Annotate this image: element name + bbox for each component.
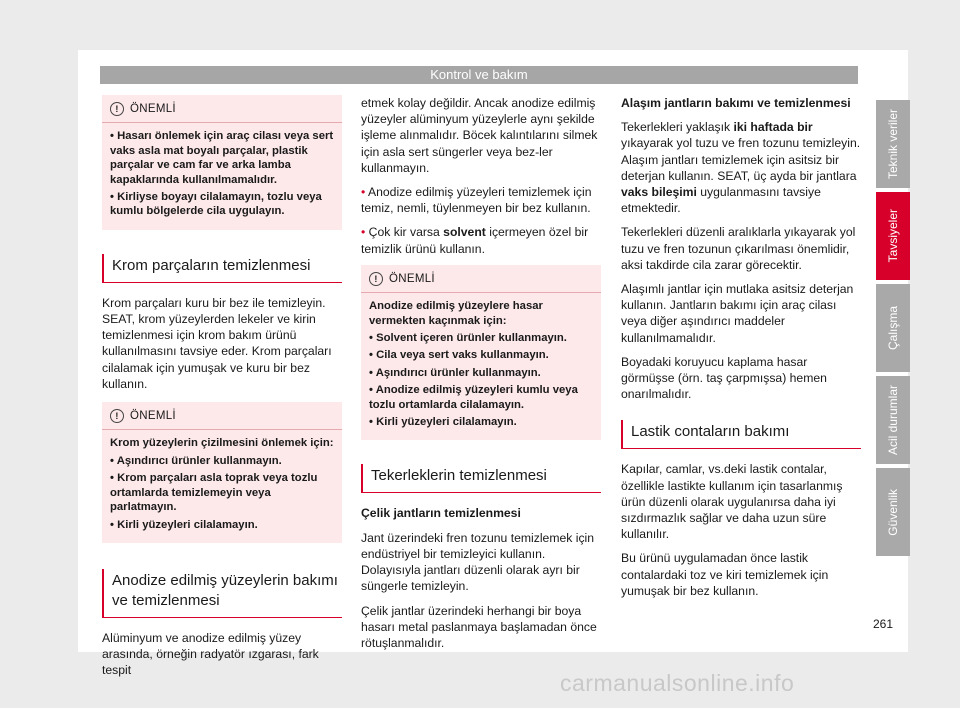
paragraph: Krom parçaları kuru bir bez ile temizleyin. SEAT, krom yüzeylerden lekeler ve kirin temizlenmesi için krom bakım ürünü kullanılmasını tavsiye eder. Krom parçaları cilalamak için yumuşak ve kuru bir bez kullanın. <box>102 295 332 391</box>
page-header: Kontrol ve bakım <box>100 66 858 84</box>
warning-icon: ! <box>110 102 124 116</box>
section-title: Anodize edilmiş yüzeylerin bakımı ve temizlenmesi <box>102 569 342 618</box>
warning-header <box>102 406 342 430</box>
list-item: • Hasarı önlemek için araç cilası veya sert vaks asla mat boyalı parçalar, plastik parçalar ve cam far ve arka lamba kapaklarında kullanılmamalıdır. <box>110 130 334 186</box>
list-item: • Kirli yüzeyleri cilalamayın. <box>110 518 258 531</box>
paragraph: Tekerlekleri düzenli aralıklarla yıkayarak yol tuzu ve fren tozunun çıkarılması önemlidir, aksi takdirde cila zarar görecektir. <box>621 225 856 272</box>
warning-label: ÖNEMLİ <box>130 410 176 423</box>
tab-acil-durumlar[interactable]: Acil durumlar <box>876 376 910 464</box>
tab-tavsiyeler[interactable]: Tavsiyeler <box>876 192 910 280</box>
list-item: • Aşındırıcı ürünler kullanmayın. <box>369 366 541 379</box>
paragraph: Boyadaki koruyucu kaplama hasar görmüşse (örn. taş çarpmışsa) hemen onarılmalıdır. <box>621 354 827 402</box>
list-item: • Çok kir varsa solvent içermeyen özel bir temizlik ürünü kullanın. <box>361 225 589 256</box>
tab-teknik-veriler[interactable]: Teknik veriler <box>876 100 910 188</box>
section-title: Krom parçaların temizlenmesi <box>102 254 342 283</box>
chapter-tabs <box>876 100 910 560</box>
warning-box <box>102 402 342 543</box>
paragraph: Tekerlekleri yaklaşık iki haftada bir yıkayarak yol tuzu ve fren tozunu temizleyin. Alaşım jantları temizlemek için asitsiz bir deterjan kullanın. SEAT, üç ayda bir jantlara vaks bileşimi uygulanmasını tavsiye etmektedir. <box>621 120 861 216</box>
paragraph: Çelik jantlar üzerindeki herhangi bir boya hasarı metal paslanmaya başlamadan önce rötuşlanmalıdır. <box>361 603 597 650</box>
paragraph: Jant üzerindeki fren tozunu temizlemek için endüstriyel bir temizleyici kullanın. Dolayısıyla jantları düzenli olarak ayrı bir süngerle temizleyin. <box>361 530 595 594</box>
column-1 <box>102 95 342 687</box>
section-title: Tekerleklerin temizlenmesi <box>361 464 601 493</box>
tab-guvenlik[interactable]: Güvenlik <box>876 468 910 556</box>
warning-label: ÖNEMLİ <box>130 103 176 115</box>
warning-intro: Krom yüzeylerin çizilmesini önlemek için: <box>110 437 334 450</box>
page-number: 261 <box>873 617 894 631</box>
watermark: carmanualsonline.info <box>560 670 795 696</box>
list-item: • Anodize edilmiş yüzeyleri temizlemek için temiz, nemli, tüylenmeyen bir bez kullanın. <box>361 185 592 216</box>
list-item: • Solvent içeren ürünler kullanmayın. <box>369 332 567 345</box>
subsection-title: Alaşım jantların bakımı ve temizlenmesi <box>621 96 851 110</box>
warning-icon: ! <box>369 272 383 286</box>
paragraph: Bu ürünü uygulamadan önce lastik contalardaki toz ve kiri temizlemek için yumuşak bir bez kullanın. <box>621 551 829 598</box>
warning-header <box>102 99 342 123</box>
tab-calisma[interactable]: Çalışma <box>876 284 910 372</box>
list-item: • Anodize edilmiş yüzeyleri kumlu veya tozlu ortamlarda cilalamayın. <box>369 384 578 411</box>
section-title: Lastik contaların bakımı <box>621 420 861 449</box>
warning-box <box>361 265 601 441</box>
paragraph: etmek kolay değildir. Ancak anodize edilmiş yüzeyler alüminyum yüzeylerle aynı şekilde işleme alınmalıdır. Böcek kalıntılarını silmek için asla sert süngerler veya bez-ler kullanmayın. <box>361 96 598 175</box>
warning-icon: ! <box>110 409 124 423</box>
warning-label: ÖNEMLİ <box>389 272 435 285</box>
subsection-title: Çelik jantların temizlenmesi <box>361 506 521 521</box>
list-item: • Aşındırıcı ürünler kullanmayın. <box>110 454 282 467</box>
warning-box <box>102 95 342 230</box>
column-2 <box>361 95 601 659</box>
column-3 <box>621 95 861 607</box>
list-item: • Kirliyse boyayı cilalamayın, tozlu veya kumlu bölgelerde cila uygulayın. <box>110 191 322 218</box>
paragraph: Alaşımlı jantlar için mutlaka asitsiz deterjan kullanın. Jantların bakımı için araç cilası veya diğer aşındırıcı maddeler kullanılmamalıdır. <box>621 282 854 345</box>
paragraph: Kapılar, camlar, vs.deki lastik contalar, özellikle lastikte kullanım için tasarlanmış ürün düzenli olarak uygulanırsa daha iyi sızdırmazlık sağlar ve daha uzun süre kullanılır. <box>621 462 843 542</box>
paragraph: Alüminyum ve anodize edilmiş yüzey arasında, örneğin radyatör ızgarası, fark tespit <box>102 630 319 678</box>
list-item: • Kirli yüzeyleri cilalamayın. <box>369 416 517 429</box>
list-item: • Cila veya sert vaks kullanmayın. <box>369 349 549 362</box>
warning-header <box>361 269 601 293</box>
warning-intro: Anodize edilmiş yüzeylere hasar vermekten kaçınmak için: <box>369 300 543 327</box>
list-item: • Krom parçaları asla toprak veya tozlu ortamlarda temizlemeyin veya parlatmayın. <box>110 472 318 514</box>
